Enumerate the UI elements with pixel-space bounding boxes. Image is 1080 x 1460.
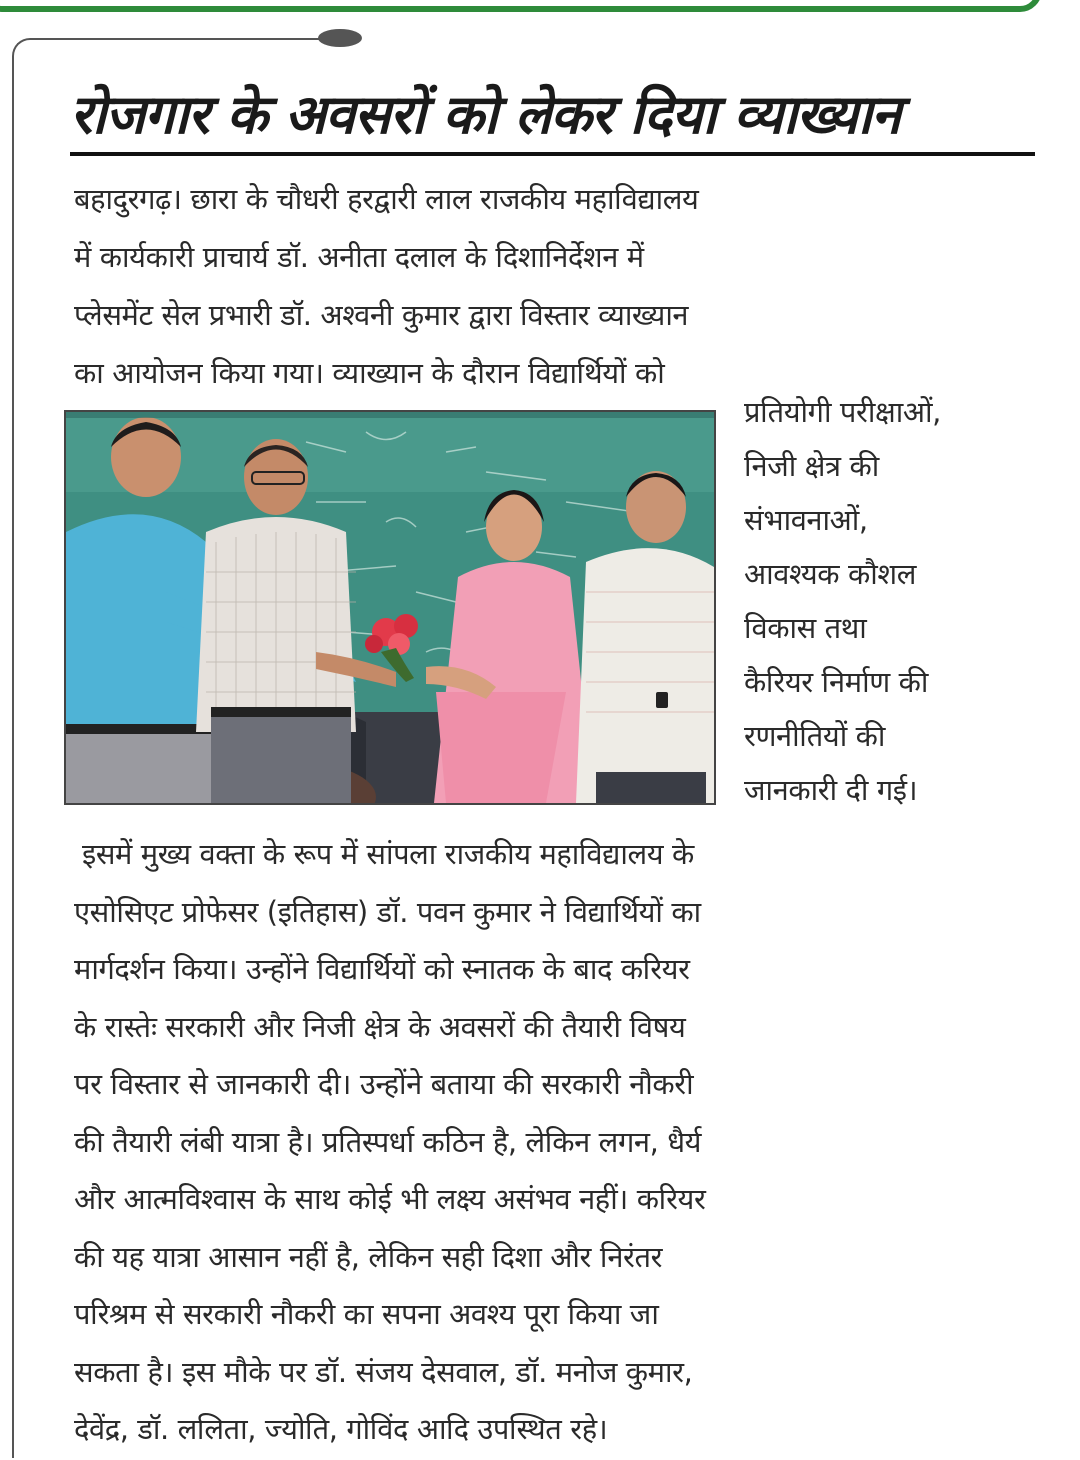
text-line: के रास्तेः सरकारी और निजी क्षेत्र के अवसरों की तैयारी विषय — [74, 1009, 686, 1044]
article-headline: रोजगार के अवसरों को लेकर दिया व्याख्यान — [70, 83, 900, 146]
text-line: रणनीतियों की — [744, 719, 886, 753]
text-line: का आयोजन किया गया। व्याख्यान के दौरान विद्यार्थियों को — [74, 356, 665, 390]
text-line: संभावनाओं, — [744, 503, 868, 537]
text-line: में कार्यकारी प्राचार्य डॉ. अनीता दलाल के दिशानिर्देशन में — [74, 240, 644, 274]
text-line: सकता है। इस मौके पर डॉ. संजय देसवाल, डॉ. मनोज कुमार, — [74, 1354, 693, 1389]
text-line: इसमें मुख्य वक्ता के रूप में सांपला राजकीय महाविद्यालय के — [82, 837, 694, 871]
text-line: जानकारी दी गई। — [744, 773, 918, 807]
text-line: देवेंद्र, डॉ. ललिता, ज्योति, गोविंद आदि उपस्थित रहे। — [74, 1412, 608, 1446]
intro-paragraph — [74, 170, 1034, 402]
photo-side-column — [744, 385, 1034, 817]
text-line: की तैयारी लंबी यात्रा है। प्रतिस्पर्धा कठिन है, लेकिन लगन, धैर्य — [74, 1124, 702, 1159]
top-green-frame — [0, 0, 1042, 12]
text-line: पर विस्तार से जानकारी दी। उन्होंने बताया की सरकारी नौकरी — [74, 1067, 694, 1101]
event-photo — [64, 410, 716, 805]
headline-underline — [70, 152, 1035, 156]
text-line: एसोसिएट प्रोफेसर (इतिहास) डॉ. पवन कुमार ने विद्यार्थियों का — [74, 894, 701, 929]
text-line: बहादुरगढ़। छारा के चौधरी हरद्वारी लाल राजकीय महाविद्यालय — [74, 182, 699, 216]
text-line: प्लेसमेंट सेल प्रभारी डॉ. अश्वनी कुमार द्वारा विस्तार व्याख्यान — [74, 298, 689, 332]
text-line: निजी क्षेत्र की — [744, 449, 879, 483]
main-paragraph — [74, 826, 1034, 1459]
text-line: परिश्रम से सरकारी नौकरी का सपना अवश्य पूरा किया जा — [74, 1297, 659, 1331]
corner-rule-cap — [318, 29, 362, 47]
text-line: मार्गदर्शन किया। उन्होंने विद्यार्थियों को स्नातक के बाद करियर — [74, 952, 690, 986]
text-line: आवश्यक कौशल — [744, 557, 916, 591]
text-line: की यह यात्रा आसान नहीं है, लेकिन सही दिशा और निरंतर — [74, 1239, 663, 1274]
text-line: और आत्मविश्वास के साथ कोई भी लक्ष्य असंभव नहीं। करियर — [74, 1182, 706, 1216]
text-line: प्रतियोगी परीक्षाओं, — [744, 395, 941, 429]
text-line: कैरियर निर्माण की — [744, 665, 928, 699]
text-line: विकास तथा — [744, 611, 867, 645]
